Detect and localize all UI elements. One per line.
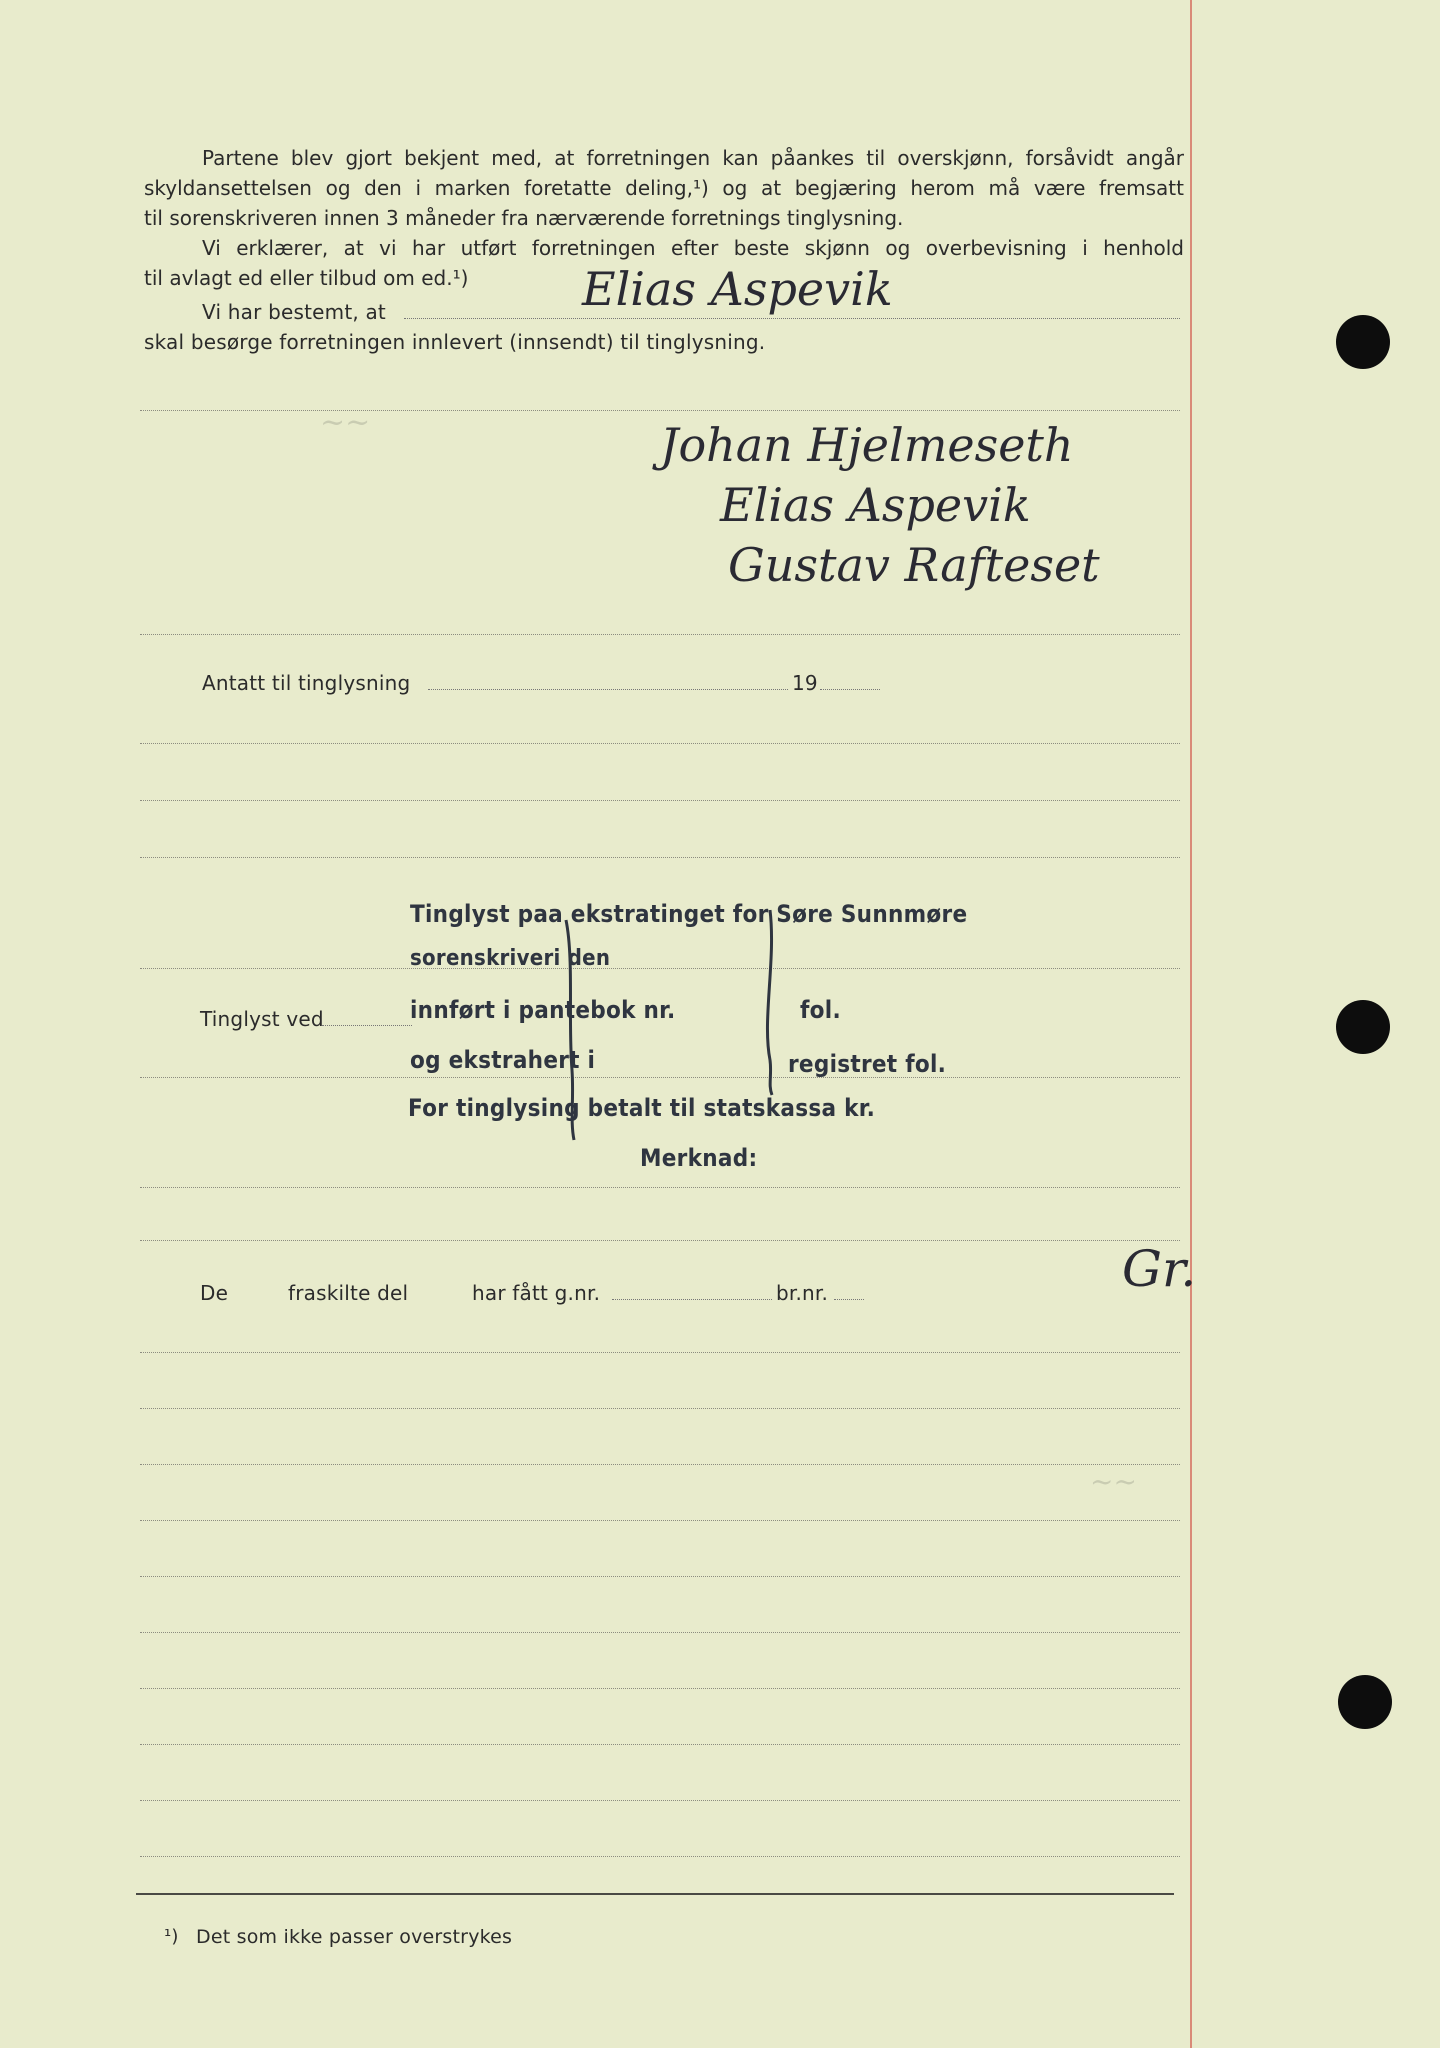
appointed-name-handwriting: Elias Aspevik: [582, 262, 893, 316]
ruled-line: [140, 1856, 1180, 1857]
antatt-dotted-line: [428, 689, 788, 690]
stamp-line: sorenskriveri den: [410, 946, 611, 971]
antatt-label: Antatt til tinglysning: [202, 671, 411, 695]
signature-gustav-rafteset: Gustav Rafteset: [728, 538, 1100, 592]
appointment-label: Vi har bestemt, at: [202, 300, 386, 324]
signature-elias-aspevik: Elias Aspevik: [720, 478, 1031, 532]
tinglyst-dotted-line: [322, 1025, 412, 1026]
antatt-year: 19: [792, 671, 818, 695]
tinglyst-label: Tinglyst ved: [200, 1007, 324, 1031]
stamp-line: innført i pantebok nr.: [410, 996, 676, 1024]
initials-handwriting: Gr.: [1122, 1240, 1197, 1298]
ruled-line: [140, 1800, 1180, 1801]
stamp-bracket-marks: [548, 900, 788, 1150]
antatt-year-dotted-line: [820, 689, 880, 690]
brnr-dotted-line: [834, 1299, 864, 1300]
gnr-dotted-line: [612, 1299, 772, 1300]
paragraph-line: til sorenskriveren innen 3 måneder fra nærværende forretnings tinglysning.: [144, 206, 904, 230]
footnote-separator: [136, 1893, 1174, 1895]
stamp-line: fol.: [800, 996, 841, 1024]
stamp-line: Tinglyst paa ekstratinget for Søre Sunnmøre: [410, 900, 968, 928]
show-through-mark: ~~: [320, 405, 371, 440]
ruled-line: [140, 1576, 1180, 1577]
ruled-line: [140, 1744, 1180, 1745]
brnr-label: br.nr.: [776, 1281, 829, 1305]
fraskilte-de: De: [200, 1281, 229, 1305]
ruled-line: [140, 1520, 1180, 1521]
stamp-line: registret fol.: [788, 1050, 947, 1078]
footnote-mark: ¹): [164, 1926, 179, 1947]
appointment-dotted-line: [404, 318, 1180, 319]
ruled-line: [140, 634, 1180, 635]
ruled-line: [140, 743, 1180, 744]
paragraph-line: til avlagt ed eller tilbud om ed.¹): [144, 266, 469, 290]
stamp-line: og ekstrahert i: [410, 1046, 596, 1074]
ruled-line: [140, 1187, 1180, 1188]
ruled-line: [140, 1464, 1180, 1465]
paragraph-line: skyldansettelsen og den i marken foretatte deling,¹) og at begjæring herom må være fremsatt: [144, 176, 1184, 200]
margin-rule: [1190, 0, 1192, 2048]
stamp-line: Merknad:: [640, 1144, 758, 1172]
paragraph-line: Vi erklærer, at vi har utført forretningen efter beste skjønn og overbevisning i henhold: [202, 236, 1184, 260]
gnr-label: har fått g.nr.: [472, 1281, 601, 1305]
ruled-line: [140, 857, 1180, 858]
footnote-text: Det som ikke passer overstrykes: [196, 1926, 513, 1948]
ruled-line: [140, 1632, 1180, 1633]
ruled-line: [140, 1352, 1180, 1353]
signature-johan-hjelmeseth: Johan Hjelmeseth: [660, 418, 1074, 472]
stamp-line: For tinglysing betalt til statskassa kr.: [408, 1094, 876, 1122]
ruled-line: [140, 800, 1180, 801]
delivery-line: skal besørge forretningen innlevert (innsendt) til tinglysning.: [144, 330, 766, 354]
paragraph-line: Partene blev gjort bekjent med, at forretningen kan påankes til overskjønn, forsåvidt angår: [202, 146, 1184, 170]
show-through-mark: ~~: [1090, 1465, 1137, 1498]
ruled-line: [140, 1408, 1180, 1409]
fraskilte-del-label: fraskilte del: [288, 1281, 409, 1305]
punch-hole-middle: [1336, 1000, 1390, 1054]
punch-hole-bottom: [1338, 1675, 1392, 1729]
ruled-line: [140, 410, 1180, 411]
ruled-line: [140, 1688, 1180, 1689]
punch-hole-top: [1336, 315, 1390, 369]
ruled-line: [140, 1240, 1180, 1241]
